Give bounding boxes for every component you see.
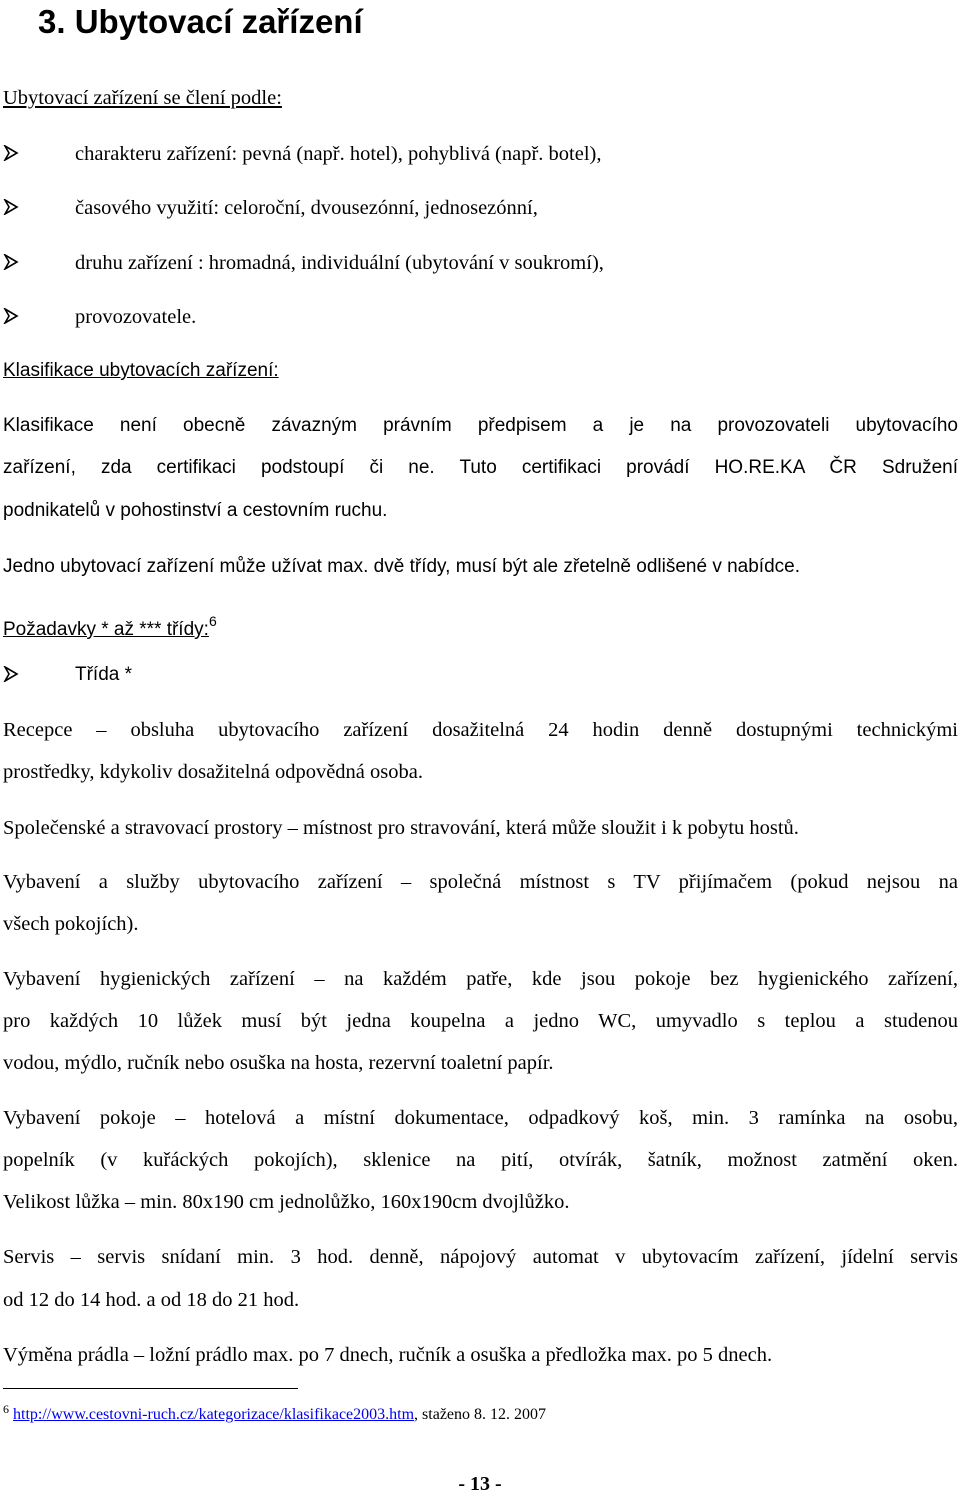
paragraph-line: Servis – servis snídaní min. 3 hod. denně, nápojový automat v ubytovacím zařízení, jídelní servis (3, 1246, 958, 1268)
paragraph-line: pro každých 10 lůžek musí být jedna koupelna a jedno WC, umyvadlo s teplou a studenou (3, 1010, 958, 1032)
paragraph-line: prostředky, kdykoliv dosažitelná odpovědná osoba. (3, 761, 423, 783)
intro-heading: Ubytovací zařízení se člení podle: (3, 87, 282, 109)
arrow-bullet-icon (3, 254, 19, 270)
paragraph-line: všech pokojích). (3, 913, 139, 935)
classification-line: podnikatelů v pohostinství a cestovním ruchu. (3, 500, 388, 521)
footnote-marker: 6 (208, 613, 217, 629)
paragraph-line: Výměna prádla – ložní prádlo max. po 7 dnech, ručník a osuška a předložka max. po 5 dnech. (3, 1344, 773, 1366)
page-number: - 13 - (458, 1473, 502, 1495)
list-item (3, 196, 538, 220)
footnote-date: , staženo 8. 12. 2007 (414, 1406, 547, 1423)
requirements-heading (3, 609, 958, 642)
paragraph-line: Vybavení hygienických zařízení – na každém patře, kde jsou pokoje bez hygienického zařízení, (3, 968, 958, 990)
list-item (3, 305, 197, 329)
classification-line: zařízení, zda certifikaci podstoupí či ne. Tuto certifikaci provádí HO.RE.KA ČR Sdružení (3, 457, 958, 478)
requirements-heading-text: Požadavky * až *** třídy: (3, 619, 209, 640)
classification-heading: Klasifikace ubytovacích zařízení: (3, 360, 279, 381)
footnote-number: 6 (3, 1402, 9, 1416)
list-item (3, 251, 604, 275)
paragraph-line: od 12 do 14 hod. a od 18 do 21 hod. (3, 1289, 300, 1311)
arrow-bullet-icon (3, 308, 19, 324)
arrow-bullet-icon (3, 199, 19, 215)
list-item-text: druhu zařízení : hromadná, individuální (ubytování v soukromí), (75, 252, 604, 274)
paragraph-line: Vybavení pokoje – hotelová a místní dokumentace, odpadkový koš, min. 3 ramínka na osobu, (3, 1107, 958, 1129)
paragraph-line: Velikost lůžka – min. 80x190 cm jednolůžko, 160x190cm dvojlůžko. (3, 1191, 570, 1213)
paragraph-line: vodou, mýdlo, ručník nebo osuška na hosta, rezervní toaletní papír. (3, 1052, 554, 1074)
chapter-heading: 3. Ubytovací zařízení (38, 3, 363, 40)
list-item (3, 663, 133, 687)
classification-line: Klasifikace není obecně závazným právním předpisem a je na provozovateli ubytovacího (3, 415, 958, 436)
list-item-text: časového využití: celoroční, dvousezónní, jednosezónní, (75, 197, 538, 219)
class-usage-note: Jedno ubytovací zařízení může užívat max. dvě třídy, musí být ale zřetelně odlišené v nabídce. (3, 556, 800, 577)
paragraph-line: Recepce – obsluha ubytovacího zařízení dosažitelná 24 hodin denně dostupnými technickými (3, 719, 958, 741)
arrow-bullet-icon (3, 666, 19, 682)
footnote-link[interactable]: http://www.cestovni-ruch.cz/kategorizace/klasifikace2003.htm (13, 1406, 415, 1423)
list-item-text: provozovatele. (75, 306, 197, 328)
paragraph-line: Vybavení a služby ubytovacího zařízení – společná místnost s TV přijímačem (pokud nejsou na (3, 871, 958, 893)
arrow-bullet-icon (3, 145, 19, 161)
footnote (3, 1402, 546, 1424)
list-item (3, 142, 602, 166)
list-item-text: Třída * (75, 664, 133, 685)
paragraph-line: popelník (v kuřáckých pokojích), sklenice na pití, otvírák, šatník, možnost zatmění oken. (3, 1149, 958, 1171)
footnote-separator (3, 1388, 298, 1389)
paragraph-line: Společenské a stravovací prostory – místnost pro stravování, která může sloužit i k pobytu hostů. (3, 817, 799, 839)
list-item-text: charakteru zařízení: pevná (např. hotel), pohyblivá (např. botel), (75, 143, 602, 165)
